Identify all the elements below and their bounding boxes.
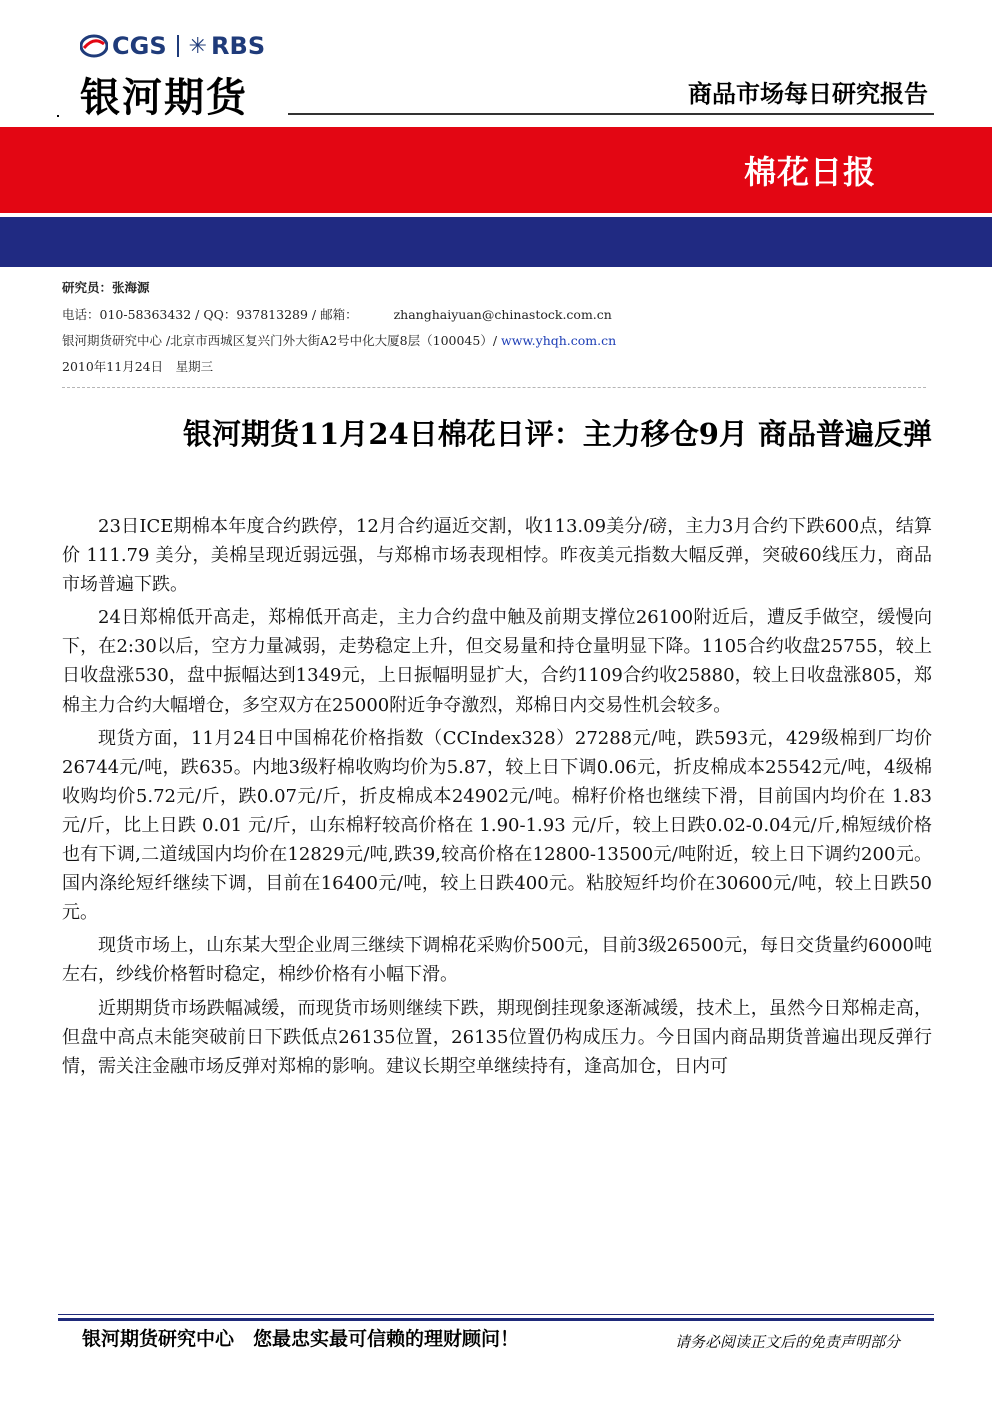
paragraph: 现货方面，11月24日中国棉花价格指数（CCIndex328）27288元/吨，跌593元，429级棉到厂均价26744元/吨，跌635。内地3级籽棉收购均价为5.87，较上日下调0.06元，折皮棉成本25542元/吨，4级棉收购均价5.72元/斤，跌0.07元/斤，折皮棉成本24902元/吨。棉籽价格也继续下滑，目前国内均价在 1.83 元/斤，比上日跌 0.01 元/斤，山东棉籽较高价格在 1.90-1.93 元/斤，较上日跌0.02-0.04元/斤,棉短绒价格也有下调,二道绒国内均价在12829元/吨,跌39,较高价格在12800-13500元/吨附近，较上日下调约200元。 国内涤纶短纤继续下调，目前在16400元/吨，较上日跌400元。粘胶短纤均价在30600元/吨，较上日跌50元。 [62, 727, 932, 924]
paragraph: 近期期货市场跌幅减缓，而现货市场则继续下跌，期现倒挂现象逐渐减缓，技术上，虽然今日郑棉走高，但盘中高点未能突破前日下跌低点26135位置，26135位置仍构成压力。今日国内商品期货普遍出现反弹行情，需关注金融市场反弹对郑棉的影响。建议长期空单继续持有，逢高加仓，日内可 [62, 997, 932, 1077]
researcher-name: 研究员：张海源 [62, 280, 150, 295]
report-type-heading: 商品市场每日研究报告 [688, 80, 928, 108]
logo-cgs-text: CGS [112, 32, 167, 60]
article-title: 银河期货11月24日棉花日评：主力移仓9月 商品普遍反弹 [183, 417, 932, 451]
cgs-swirl-icon [80, 34, 108, 58]
website-link[interactable]: www.yhqh.com.cn [501, 333, 617, 348]
banner-blue-band [0, 217, 992, 267]
paragraph: 现货市场上，山东某大型企业周三继续下调棉花采购价500元，目前3级26500元，每日交货量约6000吨左右，纱线价格暂时稳定，棉纱价格有小幅下滑。 [62, 935, 932, 986]
section-divider [62, 387, 926, 388]
company-name-logo: 银河期货 [80, 75, 248, 121]
header-divider [288, 113, 934, 115]
logo-rbs-text: RBS [211, 32, 266, 60]
footer-slogan: 银河期货研究中心 您最忠实最可信赖的理财顾问！ [82, 1328, 520, 1350]
report-date: 2010年11月24日 星期三 [62, 359, 214, 374]
paragraph: 23日ICE期棉本年度合约跌停，12月合约逼近交割，收113.09美分/磅，主力3月合约下跌600点，结算价 111.79 美分，美棉呈现近弱远强，与郑棉市场表现相悖。昨夜美元指数大幅反弹，突破60线压力，商品市场普遍下跌。 [62, 516, 932, 596]
contact-text: 电话：010-58363432 / QQ：937813289 / 邮箱： [62, 307, 358, 322]
address-text: 银河期货研究中心 /北京市西城区复兴门外大街A2号中化大厦8层（100045）/ [62, 333, 498, 348]
decorative-dot [57, 115, 59, 117]
logo-cgs-rbs [80, 28, 265, 64]
footer-rule-thick [58, 1318, 934, 1321]
article-body [62, 512, 932, 1081]
email-address[interactable]: zhanghaiyuan@chinastock.com.cn [393, 307, 612, 322]
footer-rule-thin [58, 1314, 934, 1315]
banner-title: 棉花日报 [744, 153, 877, 191]
rbs-star-icon: ✳ [188, 33, 208, 59]
address-line [62, 331, 616, 349]
footer-disclaimer-notice: 请务必阅读正文后的免责声明部分 [674, 1333, 900, 1351]
contact-line [62, 305, 612, 323]
logo-divider [177, 35, 179, 57]
paragraph: 24日郑棉低开高走，郑棉低开高走，主力合约盘中触及前期支撑位26100附近后，遭反手做空，缓慢向下，在2:30以后，空方力量减弱，走势稳定上升，但交易量和持仓量明显下降。1105合约收盘25755，较上日收盘涨530，盘中振幅达到1349元，上日振幅明显扩大，合约1109合约收25880，较上日收盘涨805，郑棉主力合约大幅增仓，多空双方在25000附近争夺激烈，郑棉日内交易性机会较多。 [62, 607, 932, 716]
